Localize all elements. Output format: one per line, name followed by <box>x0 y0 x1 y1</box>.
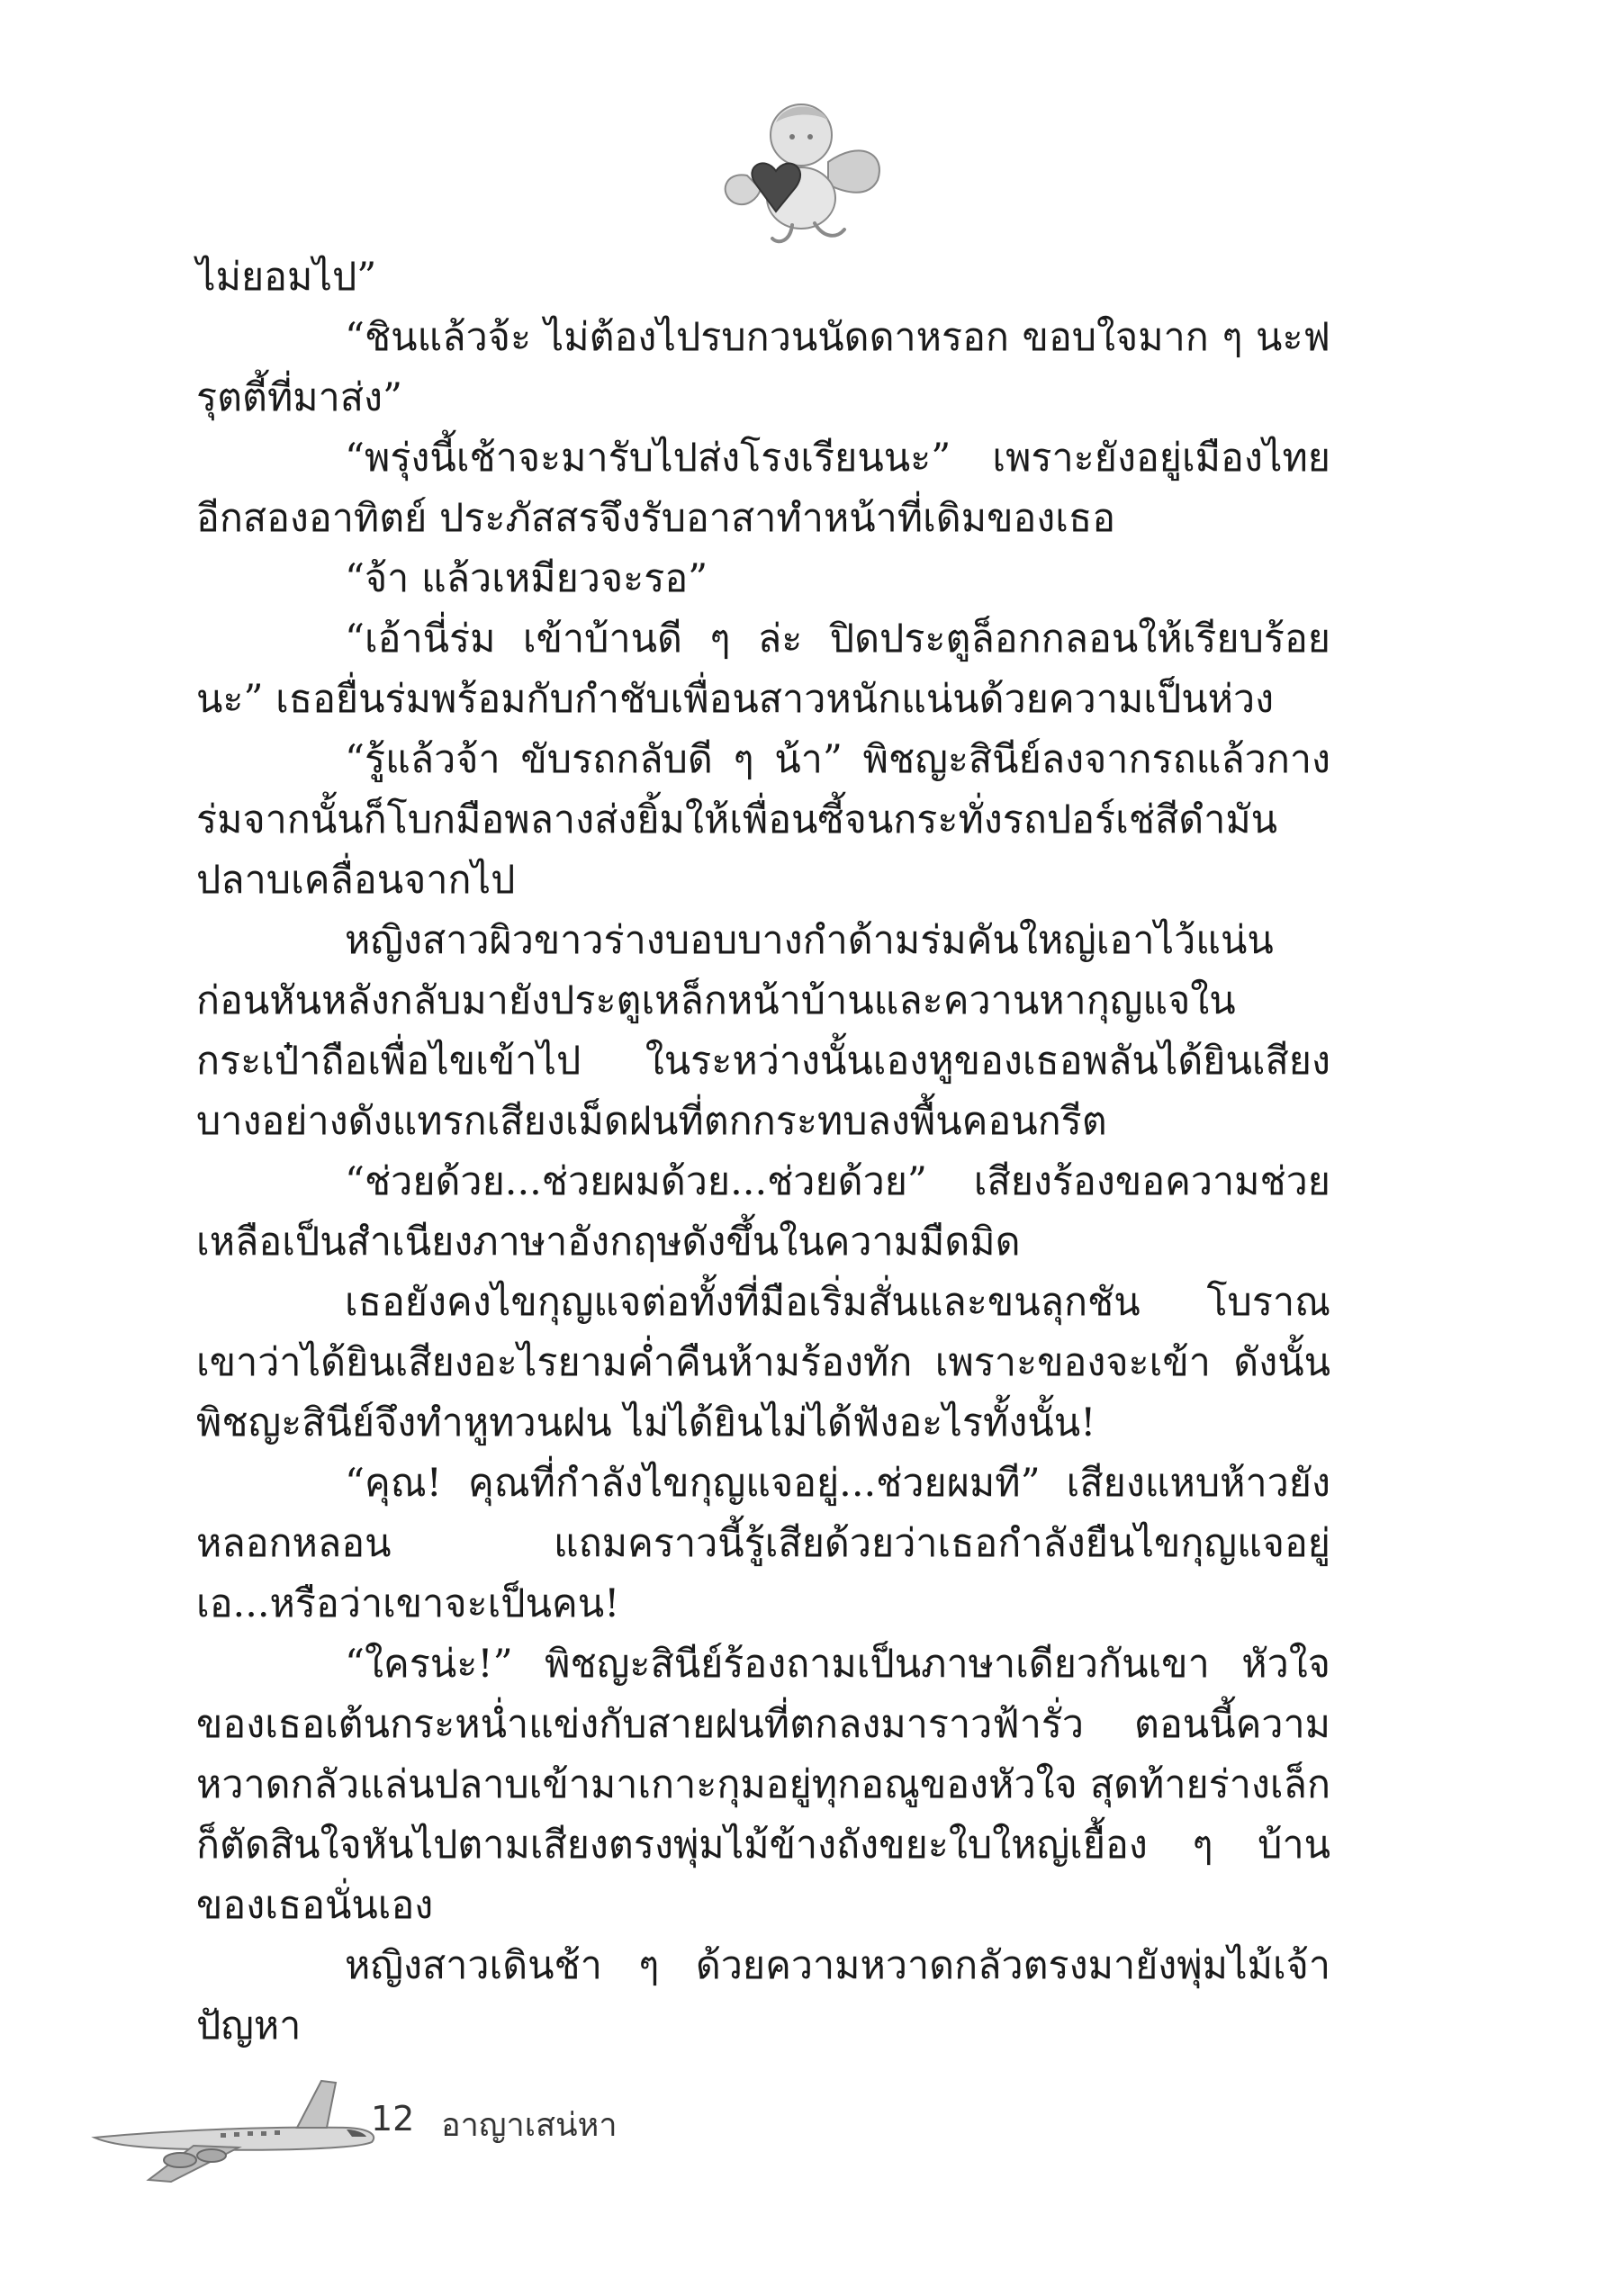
paragraph: เธอยังคงไขกุญแจต่อทั้งที่มือเริ่มสั่นและขนลุกชัน โบราณเขาว่าได้ยินเสียงอะไรยามค่ำคืนห้ามร้องทัก เพราะของจะเข้า ดังนั้นพิชญะสินีย์จึงทำหูทวนฝน ไม่ได้ยินไม่ได้ฟังอะไรทั้งนั้น! <box>196 1280 1330 1445</box>
page-number: 12 <box>371 2099 415 2138</box>
paragraph: “ช่วยด้วย...ช่วยผมด้วย...ช่วยด้วย” เสียงร้องขอความช่วยเหลือเป็นสำเนียงภาษาอังกฤษดังขึ้นในความมืดมิด <box>196 1159 1330 1265</box>
paragraph: “คุณ! คุณที่กำลังไขกุญแจอยู่...ช่วยผมที” เสียงแหบห้าวยังหลอกหลอน แถมคราวนี้รู้เสียด้วยว่าเธอกำลังยืนไขกุญแจอยู่ เอ...หรือว่าเขาจะเป็นคน! <box>196 1461 1330 1626</box>
paragraph: “จ้า แล้วเหมียวจะรอ” <box>345 556 708 601</box>
book-title: อาญาเสน่หา <box>441 2107 618 2144</box>
paragraph: “เอ้านี่ร่ม เข้าบ้านดี ๆ ล่ะ ปิดประตูล็อกกลอนให้เรียบร้อยนะ” เธอยื่นร่มพร้อมกับกำชับเพื่อนสาวหนักแน่นด้วยความเป็นห่วง <box>196 617 1330 722</box>
paragraph: หญิงสาวผิวขาวร่างบอบบางกำด้ามร่มคันใหญ่เอาไว้แน่น ก่อนหันหลังกลับมายังประตูเหล็กหน้าบ้านและควานหากุญแจในกระเป๋าถือเพื่อไขเข้าไป ในระหว่างนั้นเองหูของเธอพลันได้ยินเสียงบางอย่างดังแทรกเสียงเม็ดฝนที่ตกกระทบลงพื้นคอนกรีต <box>196 918 1330 1144</box>
story-text <box>196 248 1330 2057</box>
airplane-icon <box>86 2070 383 2196</box>
paragraph: “ชินแล้วจ้ะ ไม่ต้องไปรบกวนนัดดาหรอก ขอบใจมาก ๆ นะฟรุตตี้ที่มาส่ง” <box>196 315 1330 420</box>
paragraph: “รู้แล้วจ้า ขับรถกลับดี ๆ น้า” พิชญะสินีย์ลงจากรถแล้วกางร่มจากนั้นก็โบกมือพลางส่งยิ้มให้เพื่อนซี้จนกระทั่งรถปอร์เช่สีดำมันปลาบเคลื่อนจากไป <box>196 737 1330 903</box>
paragraph: “ใครน่ะ!” พิชญะสินีย์ร้องถามเป็นภาษาเดียวกันเขา หัวใจของเธอเต้นกระหน่ำแข่งกับสายฝนที่ตกลงมาราวฟ้ารั่ว ตอนนี้ความหวาดกลัวแล่นปลาบเข้ามาเกาะกุมอยู่ทุกอณูของหัวใจ สุดท้ายร่างเล็กก็ตัดสินใจหันไปตามเสียงตรงพุ่มไม้ข้างถังขยะใบใหญ่เยื้อง ๆ บ้านของเธอนั่นเอง <box>196 1642 1330 1928</box>
cherub-heart-icon <box>693 90 909 252</box>
paragraph: หญิงสาวเดินช้า ๆ ด้วยความหวาดกลัวตรงมายังพุ่มไม้เจ้าปัญหา <box>196 1943 1330 2048</box>
paragraph: “พรุ่งนี้เช้าจะมารับไปส่งโรงเรียนนะ” เพราะยังอยู่เมืองไทยอีกสองอาทิตย์ ประภัสสรจึงรับอาสาทำหน้าที่เดิมของเธอ <box>196 436 1330 541</box>
paragraph: ไม่ยอมไป” <box>196 255 377 300</box>
